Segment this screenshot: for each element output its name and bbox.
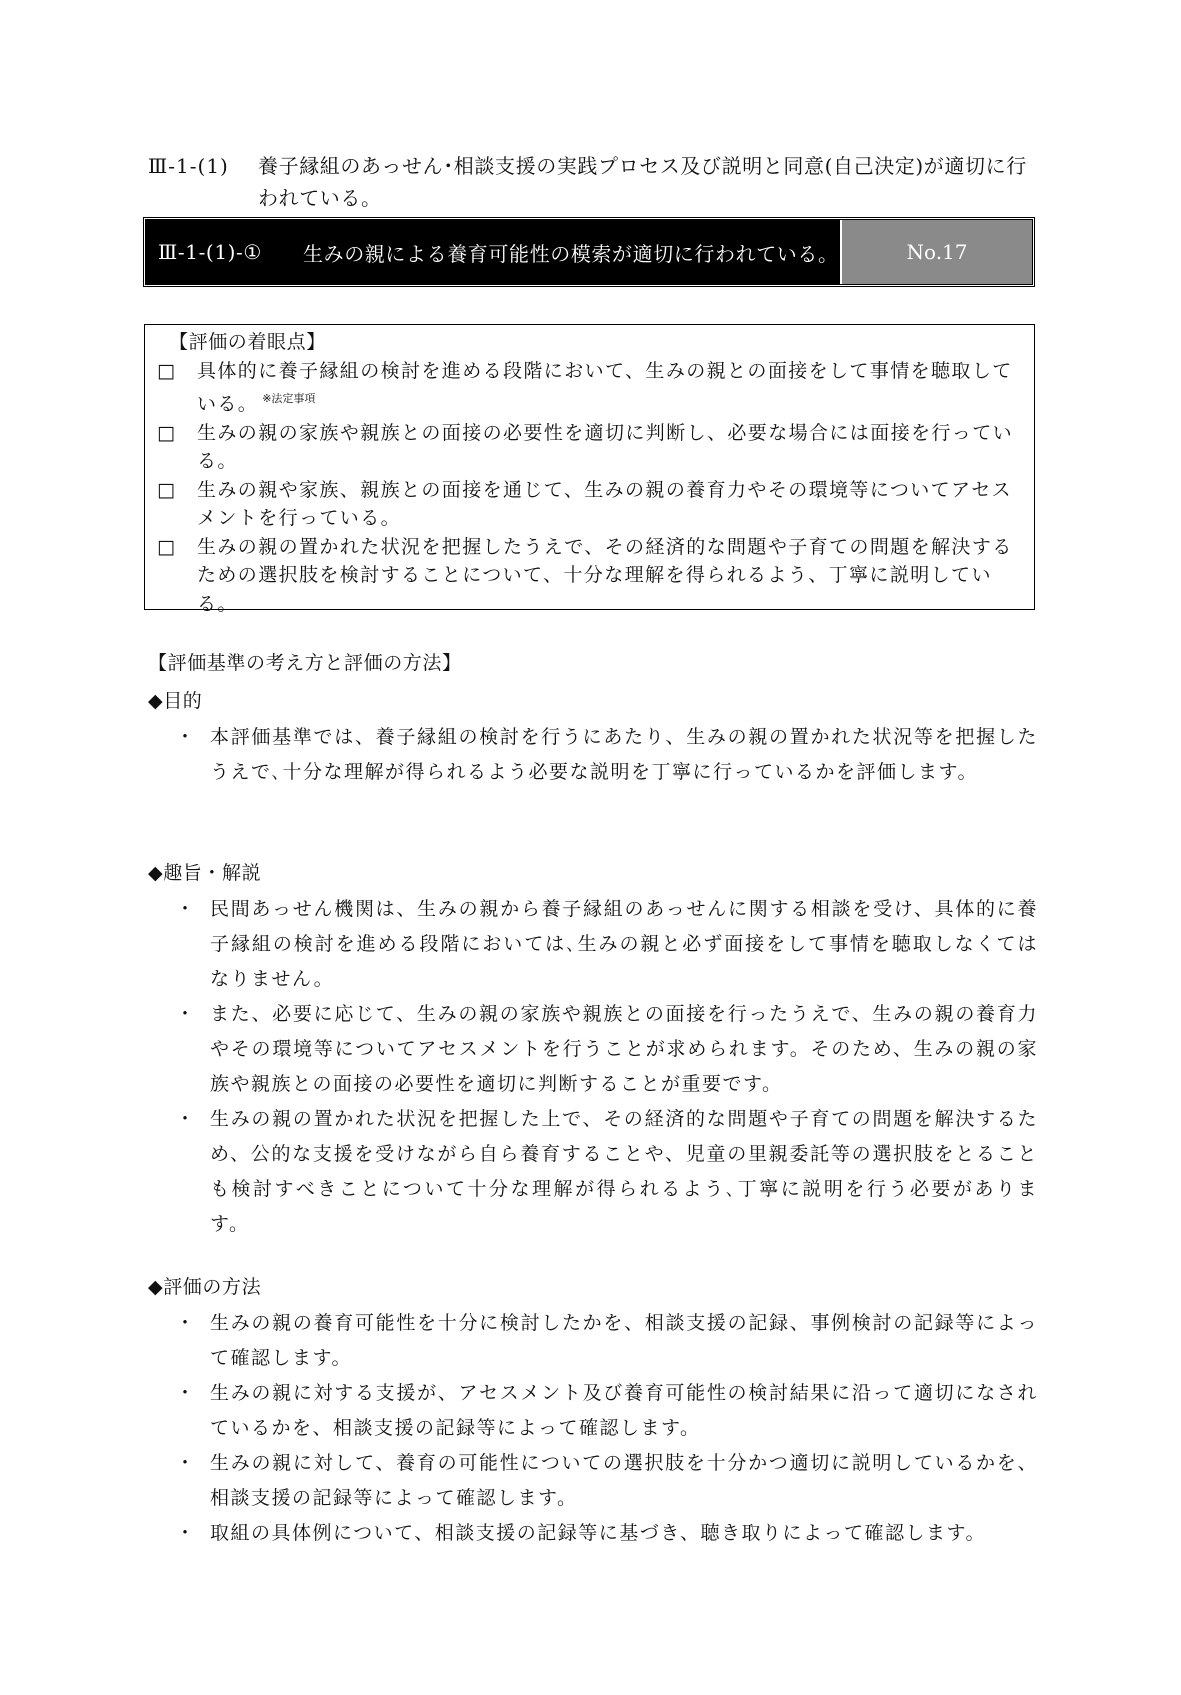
bullet-text: また、必要に応じて、生みの親の家族や親族との面接を行ったうえで、生みの親の養育力やその環境等についてアセスメントを行うことが求められます。そのため、生みの親の家族や親族との面接の必要性を適切に判断することが重要です。 (210, 1003, 1038, 1095)
purpose-block (148, 686, 1038, 790)
checkpoint-text: 生みの親の置かれた状況を把握したうえで、その経済的な問題や子育ての問題を解決するための選択肢を検討することについて、十分な理解を得られるよう、丁寧に説明している。 (197, 535, 1013, 615)
purpose-heading: ◆目的 (148, 690, 203, 712)
list-item (148, 720, 1038, 790)
checkpoint-item (157, 533, 1024, 619)
bullet-text: 本評価基準では、養子縁組の検討を行うにあたり、生みの親の置かれた状況等を把握したうえで､十分な理解が得られるよう必要な説明を丁寧に行っているかを評価します。 (210, 726, 1038, 783)
section-number: Ⅲ-1-(1) (148, 154, 229, 178)
list-item (148, 1102, 1038, 1242)
criterion-title (146, 220, 840, 284)
bullet-icon: ・ (175, 1003, 195, 1025)
bullet-text: 民間あっせん機関は、生みの親から養子縁組のあっせんに関する相談を受け、具体的に養子縁組の検討を進める段階においては､生みの親と必ず面接をして事情を聴取しなくてはなりません。 (210, 898, 1038, 990)
criterion-title-bar (143, 217, 1035, 287)
bullet-icon: ・ (175, 898, 195, 920)
bullet-icon: ・ (175, 1452, 195, 1474)
checkbox-icon: □ (157, 359, 175, 382)
criteria-title: 【評価基準の考え方と評価の方法】 (148, 652, 462, 674)
bullet-icon: ・ (175, 726, 195, 748)
criterion-no-label: No.17 (840, 220, 1032, 284)
checkpoint-text: 生みの親の家族や親族との面接の必要性を適切に判断し、必要な場合には面接を行っている。 (197, 421, 1014, 472)
bullet-text: 生みの親の置かれた状況を把握した上で、その経済的な問題や子育ての問題を解決するため、公的な支援を受けながら自ら養育することや、児童の里親委託等の選択肢をとることも検討すべきことについて十分な理解が得られるよう､丁寧に説明を行う必要があります。 (210, 1108, 1038, 1235)
bullet-text: 生みの親に対して、養育の可能性についての選択肢を十分かつ適切に説明しているかを、相談支援の記録等によって確認します。 (210, 1452, 1038, 1509)
bullet-icon: ・ (175, 1108, 195, 1130)
method-block (148, 1272, 1038, 1551)
checkpoint-text: 具体的に養子縁組の検討を進める段階において、生みの親との面接をして事情を聴取している。 (197, 359, 1013, 415)
bullet-icon: ・ (175, 1382, 195, 1404)
bullet-icon: ・ (175, 1312, 195, 1334)
bullet-text: 生みの親の養育可能性を十分に検討したかを、相談支援の記録、事例検討の記録等によって確認します。 (210, 1312, 1038, 1369)
list-item (148, 1516, 1038, 1551)
explanation-heading: ◆趣旨・解説 (148, 862, 262, 884)
checkpoint-item (157, 357, 1024, 419)
checkbox-icon: □ (157, 535, 175, 558)
list-item (148, 1446, 1038, 1516)
checkpoint-item (157, 476, 1024, 533)
checkbox-icon: □ (157, 478, 175, 501)
method-heading: ◆評価の方法 (148, 1276, 262, 1298)
explanation-block (148, 858, 1038, 1242)
checkpoint-text: 生みの親や家族、親族との面接を通じて、生みの親の養育力やその環境等についてアセスメントを行っている。 (197, 478, 1013, 529)
legal-note: ※法定事項 (262, 392, 316, 405)
bullet-text: 生みの親に対する支援が、アセスメント及び養育可能性の検討結果に沿って適切になされているかを、相談支援の記録等によって確認します。 (210, 1382, 1038, 1439)
bullet-text: 取組の具体例について、相談支援の記録等に基づき、聴き取りによって確認します。 (210, 1522, 986, 1544)
list-item (148, 1376, 1038, 1446)
checkpoints-title: 【評価の着眼点】 (169, 331, 326, 353)
criterion-text: 生みの親による養育可能性の模索が適切に行われている。 (303, 241, 839, 266)
criterion-number: Ⅲ-1-(1)-① (158, 240, 262, 264)
section-text: 養子縁組のあっせん･相談支援の実践プロセス及び説明と同意(自己決定)が適切に行われている。 (258, 154, 1027, 210)
checkpoint-item (157, 419, 1024, 476)
list-item (148, 1306, 1038, 1376)
list-item (148, 892, 1038, 997)
bullet-icon: ・ (175, 1522, 195, 1544)
section-heading (148, 150, 1043, 214)
list-item (148, 997, 1038, 1102)
checkbox-icon: □ (157, 421, 175, 444)
checkpoints-box (144, 324, 1035, 615)
